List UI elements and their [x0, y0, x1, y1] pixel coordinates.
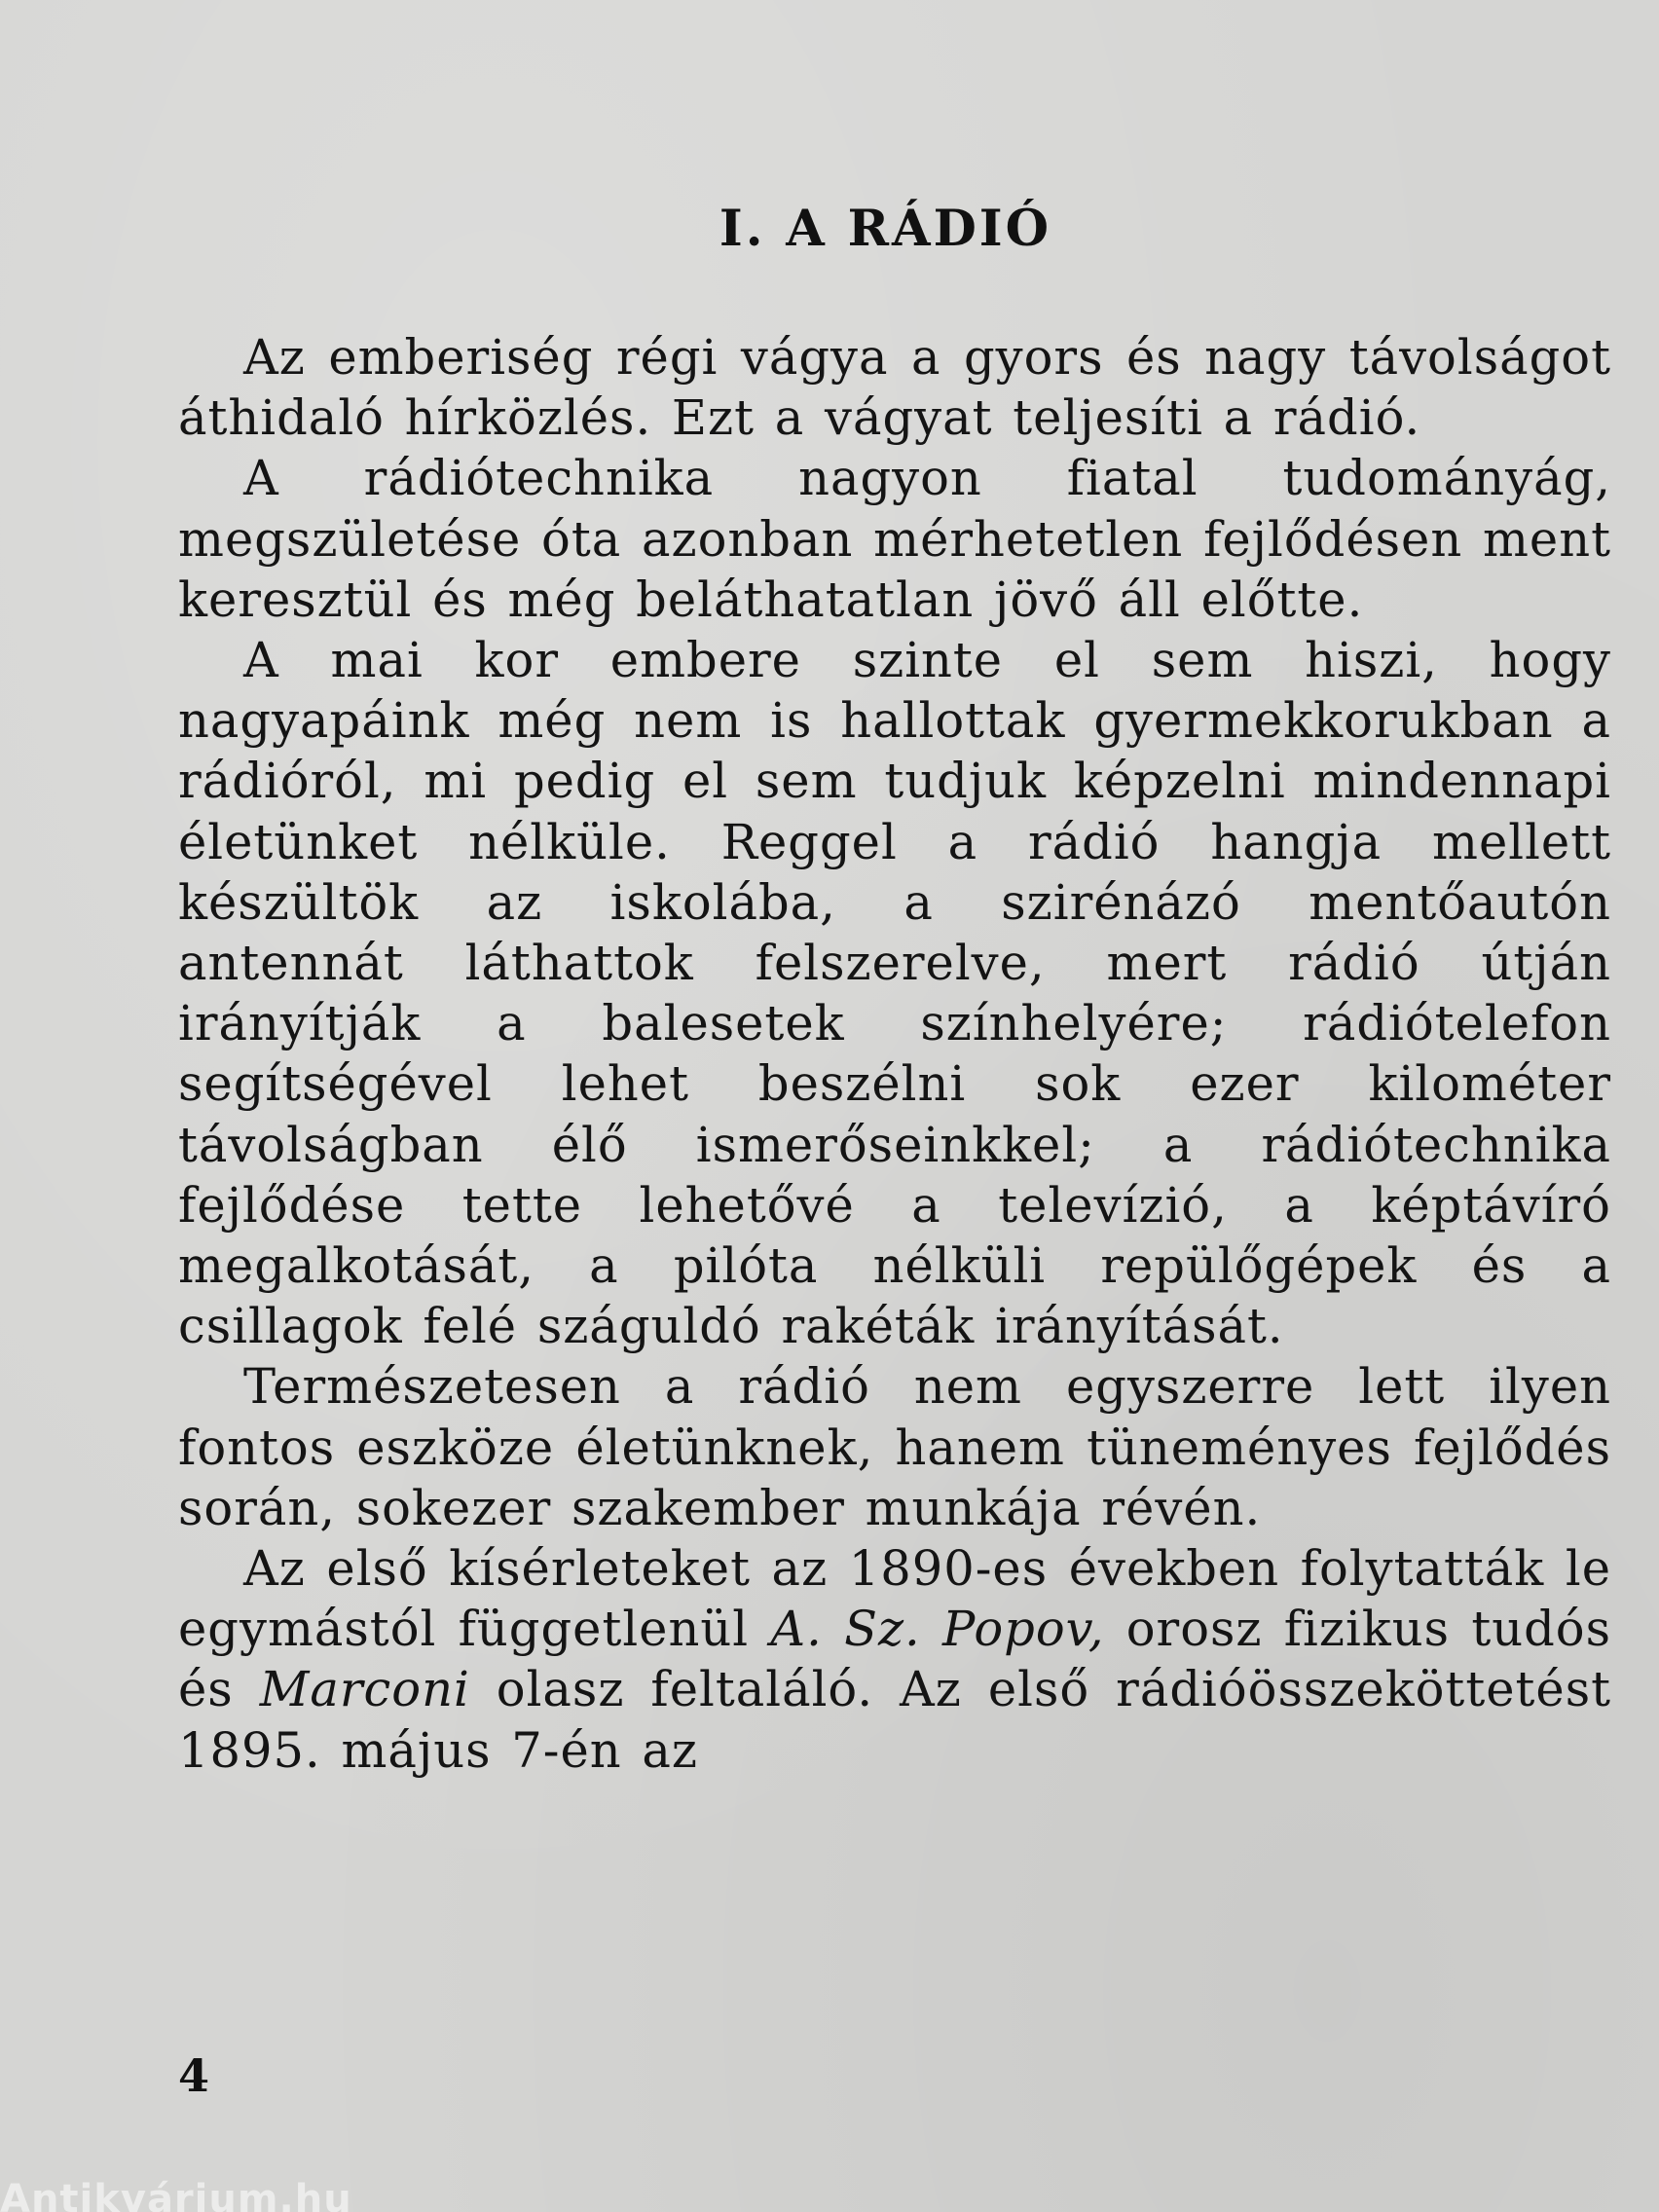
paragraph: Az emberiség régi vágya a gyors és nagy távolságot áthidaló hírközlés. Ezt a vágyat teljesíti a rádió. — [178, 329, 1611, 447]
paragraph-last — [178, 1538, 1611, 1781]
paragraph-text: orosz fizikus tudós és — [178, 1601, 1611, 1718]
paragraph: A rádiótechnika nagyon fiatal tudományág, megszületése óta azonban mérhetetlen fejlődésen ment keresztül és még beláthatatlan jövő áll előtte. — [178, 450, 1611, 628]
body-text — [178, 327, 1611, 1781]
paragraph-text: olasz feltaláló. Az első rádióösszeköttetést 1895. május 7-én az — [178, 1661, 1611, 1779]
page-number: 4 — [178, 2049, 210, 2102]
paragraph-text: Az első kísérleteket az 1890-es években folytatták le egymástól függetlenül — [178, 1540, 1611, 1658]
paragraph: Természetesen a rádió nem egyszerre lett ilyen fontos eszköze életünknek, hanem tüneményes fejlődés során, sokezer szakember munkája révén. — [178, 1358, 1611, 1536]
paragraph: A mai kor embere szinte el sem hiszi, hogy nagyapáink még nem is hallottak gyermekkorukban a rádióról, mi pedig el sem tudjuk képzelni mindennapi életünket nélküle. Reggel a rádió hangja mellett készültök az iskolába, a szirénázó mentőautón antennát láthattok felszerelve, mert rádió útján irányítják a balesetek színhelyére; rádiótelefon segítségével lehet beszélni sok ezer kilométer távolságban élő ismerőseinkkel; a rádiótechnika fejlődése tette lehetővé a televízió, a képtávíró megalkotását, a pilóta nélküli repülőgépek és a csillagok felé száguldó rakéták irányítását. — [178, 632, 1611, 1355]
watermark: Antikvárium.hu — [0, 2177, 352, 2212]
person-name-marconi: Marconi — [259, 1661, 470, 1718]
chapter-heading: I. A RÁDIÓ — [719, 200, 1052, 258]
person-name-popov: A. Sz. Popov, — [770, 1601, 1105, 1658]
